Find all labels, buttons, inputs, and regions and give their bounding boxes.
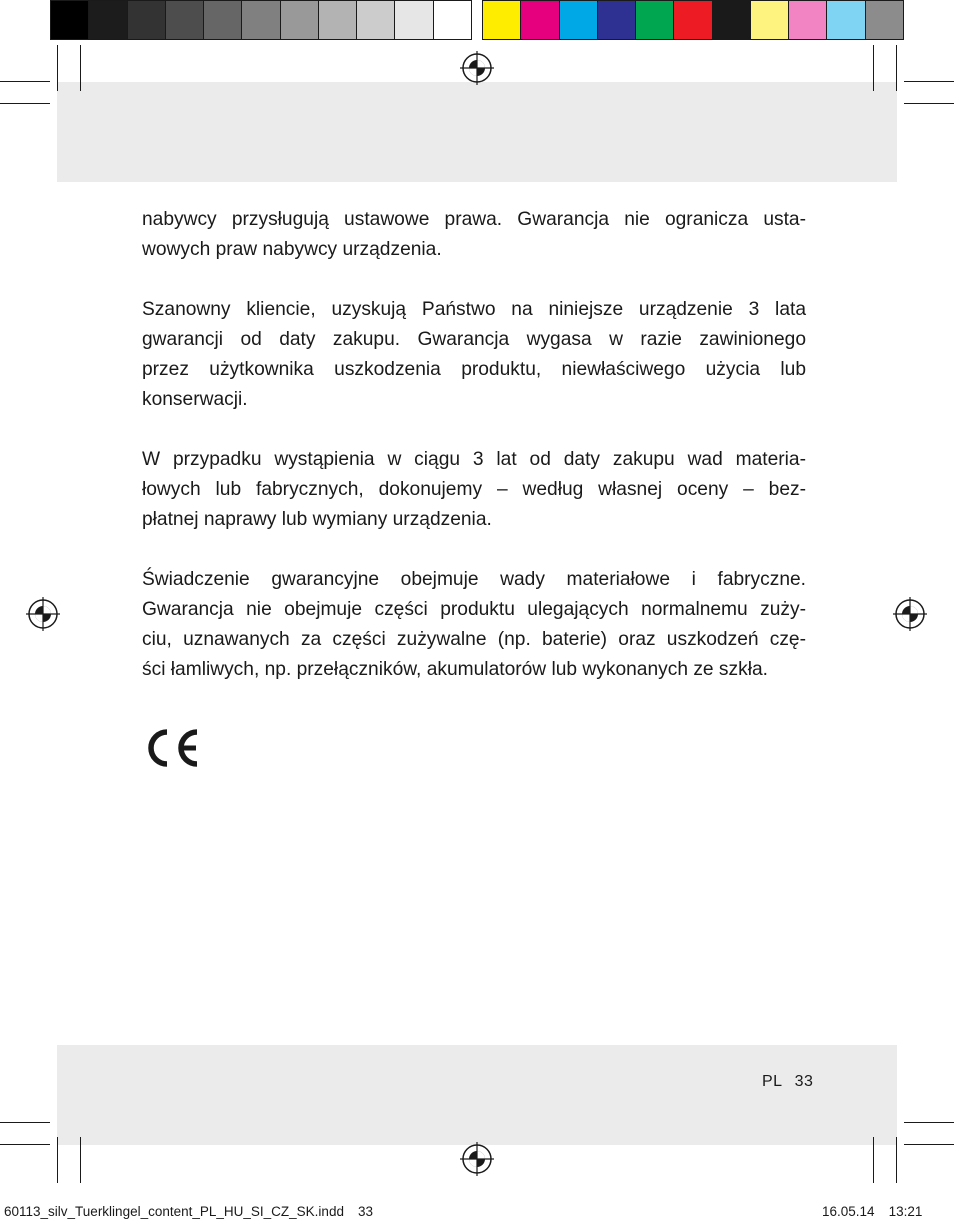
text-line: konserwacji. — [142, 389, 248, 410]
crop-mark — [0, 103, 50, 104]
language-code: PL — [762, 1073, 783, 1090]
process-color-swatch — [866, 1, 903, 39]
crop-mark — [0, 81, 50, 82]
text-line: Szanowny kliencie, uzyskują Państwo na niniejsze urządzenie 3 lata — [142, 299, 806, 320]
paragraph-warranty-period — [142, 295, 806, 415]
crop-mark — [904, 1122, 954, 1123]
paragraph-warranty-scope — [142, 565, 806, 685]
process-color-swatch — [483, 1, 521, 39]
footer-band — [57, 1045, 897, 1145]
warranty-text — [142, 205, 806, 715]
process-color-swatch — [789, 1, 827, 39]
registration-mark-icon — [26, 597, 60, 631]
crop-mark — [57, 1137, 58, 1183]
page-folio — [762, 1073, 813, 1091]
process-color-swatch — [674, 1, 712, 39]
text-line: przez użytkownika uszkodzenia produktu, niewłaściwego użycia lub — [142, 359, 806, 380]
header-band — [57, 82, 897, 182]
slug-file-info — [4, 1204, 373, 1219]
process-color-swatch — [713, 1, 751, 39]
text-line: płatnej naprawy lub wymiany urządzenia. — [142, 509, 492, 530]
grayscale-color-bar — [50, 0, 472, 40]
grayscale-swatch — [434, 1, 471, 39]
slug-time: 13:21 — [888, 1204, 923, 1219]
grayscale-swatch — [242, 1, 280, 39]
grayscale-swatch — [319, 1, 357, 39]
paragraph-statutory-rights — [142, 205, 806, 265]
grayscale-swatch — [357, 1, 395, 39]
crop-mark — [904, 81, 954, 82]
text-line: ciu, uznawanych za części zużywalne (np. baterie) oraz uszkodzeń czę- — [142, 629, 806, 650]
crop-mark — [57, 45, 58, 91]
crop-mark — [904, 103, 954, 104]
registration-mark-icon — [460, 51, 494, 85]
crop-mark — [873, 1137, 874, 1183]
page-number: 33 — [794, 1073, 814, 1090]
text-line: ści łamliwych, np. przełączników, akumulatorów lub wykonanych ze szkła. — [142, 659, 768, 680]
grayscale-swatch — [281, 1, 319, 39]
text-line: Świadczenie gwarancyjne obejmuje wady materiałowe i fabryczne. — [142, 569, 806, 590]
slug-file-name: 60113_silv_Tuerklingel_content_PL_HU_SI_CZ_SK.indd — [4, 1204, 344, 1219]
slug-file-page: 33 — [357, 1204, 373, 1219]
process-color-bar — [482, 0, 904, 40]
text-line: nabywcy przysługują ustawowe prawa. Gwarancja nie ogranicza usta- — [142, 209, 806, 230]
crop-mark — [904, 1144, 954, 1145]
crop-mark — [80, 1137, 81, 1183]
ce-mark-icon — [142, 728, 200, 768]
crop-mark — [0, 1122, 50, 1123]
grayscale-swatch — [89, 1, 127, 39]
process-color-swatch — [521, 1, 559, 39]
text-line: gwarancji od daty zakupu. Gwarancja wygasa w razie zawinionego — [142, 329, 806, 350]
process-color-swatch — [560, 1, 598, 39]
grayscale-swatch — [51, 1, 89, 39]
registration-mark-icon — [460, 1142, 494, 1176]
text-line: łowych lub fabrycznych, dokonujemy – według własnej oceny – bez- — [142, 479, 806, 500]
text-line: wowych praw nabywcy urządzenia. — [142, 239, 442, 260]
slug-date-info — [822, 1204, 922, 1219]
crop-mark — [0, 1144, 50, 1145]
slug-date: 16.05.14 — [822, 1204, 875, 1219]
grayscale-swatch — [395, 1, 433, 39]
crop-mark — [873, 45, 874, 91]
grayscale-swatch — [204, 1, 242, 39]
process-color-swatch — [827, 1, 865, 39]
paragraph-repair-replacement — [142, 445, 806, 535]
process-color-swatch — [751, 1, 789, 39]
process-color-swatch — [636, 1, 674, 39]
text-line: Gwarancja nie obejmuje części produktu ulegających normalnemu zuży- — [142, 599, 806, 620]
crop-mark — [80, 45, 81, 91]
crop-mark — [896, 1137, 897, 1183]
grayscale-swatch — [128, 1, 166, 39]
grayscale-swatch — [166, 1, 204, 39]
text-line: W przypadku wystąpienia w ciągu 3 lat od daty zakupu wad materia- — [142, 449, 806, 470]
process-color-swatch — [598, 1, 636, 39]
crop-mark — [896, 45, 897, 91]
registration-mark-icon — [893, 597, 927, 631]
